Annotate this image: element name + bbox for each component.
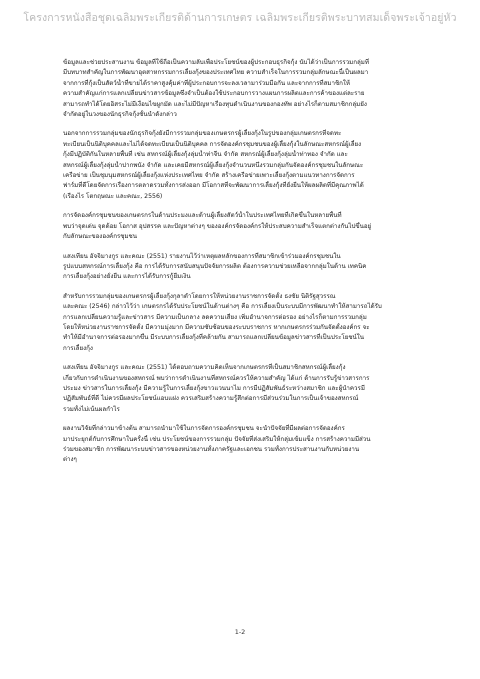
paragraph-line: กุ้งมีปฏิบัติกันในหลายพื้นที่ เช่น สหกรณ์ผู้เลี้ยงกุ้งลุ่มน้ำท่าจีน จำกัด สหกรณ์ผู้เลี้ยงกุ้งลุ่มน้ำท่าทอง จำกัด และ — [63, 151, 348, 159]
paragraph-line: แสงเทียน อัจจิมางกูร และคณะ (2551) ได้ตอบถามความคิดเห็นจากเกษตรกรที่เป็นสมาชิกสหกรณ์ผู้เลี้ยงกุ้ง — [63, 364, 346, 372]
paragraph-line: (เรืองไร โตกฤษณะ และคณะ, 2556) — [63, 192, 163, 200]
paragraph-line: ประมง ข่าวสารในการเลี้ยงกุ้ง มีความรู้ในการเลี้ยงกุ้งขาวแวนนาไม การมีปฏิสัมพันธ์ระหว่างสมาชิก และผู้นำควรมี — [63, 384, 365, 392]
paragraph-line: ผลงานวิจัยที่กล่าวมาข้างต้น สามารถนำมาใช้ในการจัดการองค์กรชุมชน จะนำปัจจัยที่มีผลต่อการจัดองค์กร — [63, 425, 345, 433]
paragraph — [63, 211, 429, 242]
page-number: 1-2 — [234, 628, 246, 636]
running-header: โครงการหนังสือชุดเฉลิมพระเกียรติด้านการเกษตร เฉลิมพระเกียรติพระบาทสมเด็จพระเจ้าอยู่หัว — [23, 12, 457, 24]
paragraph-line: รูปแบบสหกรณ์การเลี้ยงกุ้ง คือ การได้รับการสนับสนุนปัจจัยการผลิต ต้องการความช่วยเหลือจากกลุ่มในด้าน เทคนิค — [63, 262, 367, 270]
paragraph-line: ต่างๆ — [63, 456, 77, 464]
paragraph-line: เครือข่าย เป็นชุมนุมสหกรณ์ผู้เลี้ยงกุ้งแห่งประเทศไทย จำกัด สร้างเครือข่ายเพาะเลี้ยงกุ้งตามแนวทางการจัดการ — [63, 172, 355, 180]
paragraph-line: สามารถทำได้โดยอิสระไม่มีเงื่อนไขผูกมัด และไม่มีปัญหาเรื่องทุนดำเนินงานของกองทัพ อย่างไรก็ตามสมาชิกกลุ่มยัง — [63, 100, 367, 108]
paragraph — [63, 363, 429, 415]
paragraph-line: ทำให้มีอำนาจการต่อรองมากขึ้น มีระบบการเลี้ยงกุ้งที่คล้ายกัน สามารถแลกเปลี่ยนข้อมูลข่าวสารที่เป็นประโยชน์ใน — [63, 334, 365, 342]
paragraph-line: การเลี้ยงกุ้งอย่างยั่งยืน และการได้รับการกู้ยืมเงิน — [63, 273, 191, 281]
paragraph-line: ปฏิสัมพันธ์ที่ดี ไม่ควรมีผลประโยชน์แอบแฝง ควรเสริมสร้างความรู้สึกต่อการมีส่วนร่วมในการเป็นเจ้าของสหกรณ์ — [63, 395, 359, 403]
paragraph-line: และคณะ (2546) กล่าวไว้ว่า เกษตรกรได้รับประโยชน์ในด้านต่างๆ คือ การเลี้ยงเป็นระบบมีการพัฒนาทำให้สามารถได้รับ — [63, 303, 382, 311]
paragraph-line: ความสำคัญแก่การแลกเปลี่ยนข่าวสารข้อมูลซึ่งจำเป็นต้องใช้ประกอบการวางแผนการผลิตและการค้าของแต่ละราย — [63, 90, 365, 98]
paragraph-line: มาประยุกต์กับการศึกษาในครั้งนี้ เช่น ประโยชน์ของการรวมกลุ่ม ปัจจัยที่ส่งเสริมให้กลุ่มเข้มแข็ง การสร้างความมีส่วน — [63, 435, 371, 443]
paragraph-line: กับลักษณะขององค์กรชุมชน — [63, 233, 137, 241]
paragraph-line: มีบทบาทสำคัญในการพัฒนาอุตสาหกรรมการเลี้ยงกุ้งของประเทศไทย ความสำเร็จในการรวมกลุ่มลักษณะนี้เป็นผลมา — [63, 69, 369, 77]
paragraph-line: การเลี้ยงกุ้ง — [63, 344, 93, 352]
paragraph-line: ฟาร์มที่ดีโดยจัดการเรื่องการตลาดรวมทั้งการส่งออก มีโอกาสที่จะพัฒนาการเลี้ยงกุ้งที่ยั่งยืนให้ผลผลิตที่มีคุณภาพได้ — [63, 182, 364, 190]
paragraph-line: การแลกเปลี่ยนความรู้และข่าวสาร มีความเป็นกลาง ลดความเสี่ยง เพิ่มอำนาจการต่อรอง อย่างไรก็ตามการรวมกลุ่ม — [63, 313, 367, 321]
paragraph-line: พบว่าจุดเด่น จุดด้อย โอกาส อุปสรรค และปัญหาต่างๆ ขององค์กรจัดองค์กรให้ประสบความสำเร็จแตกต่างกันไปขึ้นอยู่ — [63, 222, 372, 230]
paragraph — [63, 129, 429, 202]
paragraph-line: จำกัดอยู่ในวงของนักธุรกิจกุ้งชั้นนำดังกล่าว — [63, 111, 177, 119]
paragraph-line: แสงเทียน อัจจิมางกูร และคณะ (2551) รายงานไว้ว่าเหตุผลหลักของการที่สมาชิกเข้าร่วมองค์กรชุมชนใน — [63, 252, 341, 260]
paragraph-line: สำหรับการรวมกลุ่มของเกษตรกรผู้เลี้ยงกุ้งกุลาดำโดยการให้หน่วยงานราชการจัดตั้ง ธงชัย นิติรัฐสุวรรณ — [63, 292, 336, 300]
paragraph-line: โดยให้หน่วยงานราชการจัดตั้ง มีความมุ่งมาก มีความซับซ้อนของระบบราชการ หากเกษตรกรร่วมกันจัดตั้งองค์กร จะ — [63, 323, 370, 331]
paragraph-line: นอกจากการรวมกลุ่มของนักธุรกิจกุ้งยังมีการรวมกลุ่มของเกษตรกรผู้เลี้ยงกุ้งในรูปของกลุ่มเกษตรกรที่จดทะ — [63, 130, 342, 138]
paragraph-line: รวมทั้งไม่เน้นผลกำไร — [63, 405, 120, 413]
paragraph-line: สหกรณ์ผู้เลี้ยงกุ้งลุ่มน้ำปากพนัง จำกัด และเคยมีสหกรณ์ผู้เลี้ยงกุ้งจำนวนหนึ่งรวมกลุ่มกันจัดองค์กรชุมชนในลักษณะ — [63, 161, 364, 169]
paragraph — [63, 424, 429, 466]
paragraph-line: เกี่ยวกับการดำเนินงานของสหกรณ์ พบว่าการดำเนินงานที่สหกรณ์ควรให้ความสำคัญ ได้แก่ ด้านการรับรู้ข่าวสารการ — [63, 374, 370, 382]
paragraph-line: การจัดองค์กรชุมชนของเกษตรกรในด้านประมงและด้านผู้เลี้ยงสัตว์น้ำในประเทศไทยที่เกิดขึ้นในหลายพื้นที่ — [63, 212, 342, 220]
paragraph-line: จากการที่กุ้งเป็นสัตว์น้ำที่ขายได้ราคาสูงคุ้มค่าที่ผู้ประกอบการจะลงเวลามาร่วมมือกัน และจากการที่สมาชิกให้ — [63, 79, 351, 87]
paragraph-line: ทะเบียนเป็นนิติบุคคลและไม่ได้จดทะเบียนเป็นนิติบุคคล การจัดองค์กรชุมชนของผู้เลี้ยงกุ้งในลักษณะสหกรณ์ผู้เลี้ยง — [63, 140, 362, 148]
paragraph-line: ข้อมูลและช่วยประสานงาน ข้อมูลที่ใช้ถือเป็นความลับเพื่อประโยชน์ของผู้ประกอบธุรกิจกุ้ง นับได้ว่าเป็นการรวมกลุ่มที่ — [63, 59, 369, 66]
paragraph — [63, 58, 429, 120]
paragraph — [63, 292, 429, 354]
body-text — [63, 58, 429, 475]
paragraph-line: ร่วมของสมาชิก การพัฒนาระบบข่าวสารของหน่วยงานทั้งภาครัฐและเอกชน รวมทั้งการประสานงานกับหน่วยงาน — [63, 446, 360, 453]
paragraph — [63, 252, 429, 283]
